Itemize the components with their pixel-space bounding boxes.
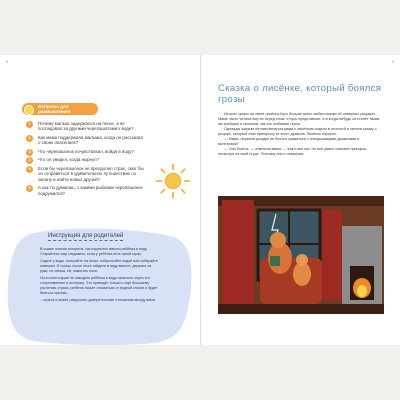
left-page-number: 8	[6, 59, 9, 64]
instructions-text	[40, 247, 160, 305]
left-page	[0, 55, 201, 345]
question-number: 4	[26, 157, 33, 164]
right-page-number: 9	[391, 59, 394, 64]
curtain-left	[222, 200, 254, 308]
question-item	[26, 121, 146, 132]
story-paragraph: — Они боятся, — ответила мама. — Как и все мы. Но всё равно спасают принцесс, несмотря на свой страх. Поэтому они и отважные.	[218, 147, 368, 157]
book-icon	[270, 256, 280, 266]
question-text: Что черепашонок почувствовал, войдя в воду?	[38, 148, 134, 154]
question-item	[26, 185, 146, 196]
question-number: 1	[26, 121, 33, 128]
question-text: Если бы черепашонок не преодолел страх, смог бы он отправиться в удивительное путешествие по океану и найти новых друзей?	[38, 165, 144, 182]
instructions-paragraph: Ни в коем случае не заводите ребёнка в воду насильно через его сопротивление и истерику. Это приведёт только к ещё большему усилению страха, ребёнок может отказаться от водной стихии и будет бояться кричать...	[40, 276, 158, 295]
question-number: 5	[26, 166, 33, 173]
questions-title: Вопросы для размышления	[38, 104, 71, 114]
instructions-title: Инструкция для родителей	[48, 233, 124, 239]
question-text: А как ты думаешь, с какими рыбками черепашонок подружился?	[38, 185, 143, 196]
instructions-paragraph: В сказке описан алгоритм, как корректно ввести ребёнка в воду. Старайтесь ему следовать, если у ребёнка есть такой страх.	[40, 247, 148, 256]
story-illustration	[218, 196, 384, 314]
story-title: Сказка о лисёнке, который боялся грозы	[218, 83, 382, 105]
question-item	[26, 149, 146, 154]
floor	[218, 304, 384, 314]
question-item	[26, 166, 146, 182]
question-number: 2	[26, 135, 33, 142]
story-paragraph: Из всех сказок на свете лисёнок Кусь больше всего любил сказки об отважных рыцарях. Маме часто читала ему их перед сном, и Кусь представлял, что когда-нибудь он станет таким же храбрым и сильным, как его любимые герои.	[218, 112, 380, 126]
sun-icon	[155, 163, 191, 199]
question-text: Как мама поддержала малыша, когда он рассказал о своих опасениях?	[38, 134, 144, 146]
curtain-right	[322, 210, 342, 300]
questions-list	[26, 121, 146, 199]
question-text: Что он увидел, когда нырнул?	[38, 157, 100, 163]
question-number: 3	[26, 149, 33, 156]
lightbulb-icon	[24, 105, 34, 115]
story-paragraph: Однажды жарким летним вечером мама с лисёнком сидели в гостиной и читали сказку о рыцаре, который спас принцессу от злого дракона. Лисёнок спросил:	[218, 126, 377, 136]
story-paragraph: — Мама, неужели рыцари не боятся сражаться с огнедышащими драконами и монстрами?	[218, 137, 360, 146]
instructions-paragraph: Сядьте у воды, поиграйте на песке, побрызгайте водой или собирайте камешки. И только после этого зайдите в воду вместе, держась за руки, не спеша, ей, помогать носи.	[40, 259, 158, 273]
instructions-paragraph: ...страха и может разрушить доверительные отношения между вами.	[40, 297, 156, 302]
question-item	[26, 157, 146, 162]
question-number: 6	[26, 185, 33, 192]
story-text	[218, 112, 380, 158]
question-item	[26, 135, 146, 146]
question-text: Почему малыш задержался на песке, а не последовал за другими черепашатами к воде?	[38, 121, 134, 132]
